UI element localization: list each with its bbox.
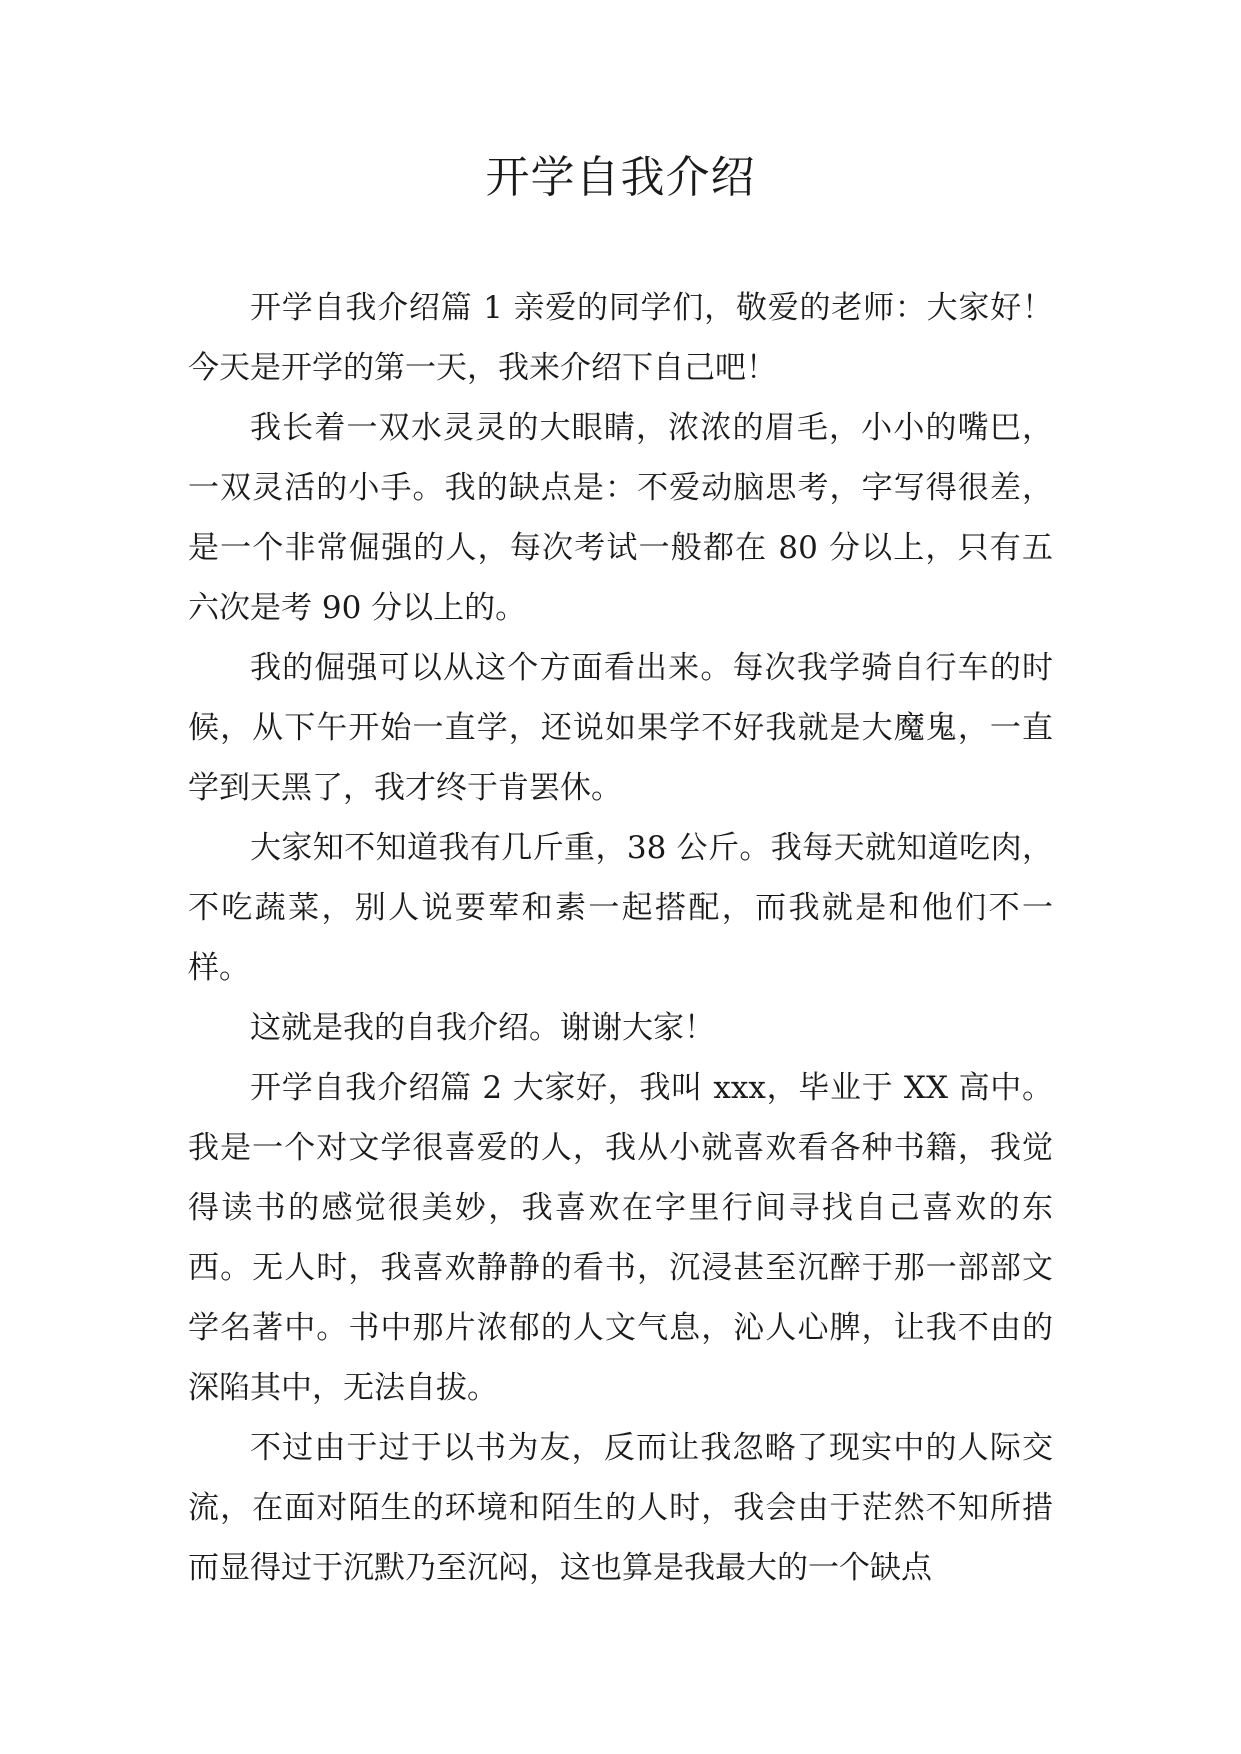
paragraph-7: 不过由于过于以书为友，反而让我忽略了现实中的人际交流，在面对陌生的环境和陌生的人时，我会由于茫然不知所措而显得过于沉默乃至沉闷，这也算是我最大的一个缺点 bbox=[188, 1430, 1053, 1586]
paragraph-6: 开学自我介绍篇 2 大家好，我叫 xxx，毕业于 XX 高中。我是一个对文学很喜爱的人，我从小就喜欢看各种书籍，我觉得读书的感觉很美妙，我喜欢在字里行间寻找自己喜欢的东西。无人时，我喜欢静静的看书，沉浸甚至沉醉于那一部部文学名著中。书中那片浓郁的人文气息，沁人心脾，让我不由的深陷其中，无法自拔。 bbox=[188, 1070, 1053, 1406]
paragraph-2: 我长着一双水灵灵的大眼睛，浓浓的眉毛，小小的嘴巴，一双灵活的小手。我的缺点是：不爱动脑思考，字写得很差，是一个非常倔强的人，每次考试一般都在 80 分以上，只有五六次是考 90 分以上的。 bbox=[188, 410, 1053, 626]
document-body bbox=[188, 278, 1053, 1598]
paragraph-3: 我的倔强可以从这个方面看出来。每次我学骑自行车的时候，从下午开始一直学，还说如果学不好我就是大魔鬼，一直学到天黑了，我才终于肯罢休。 bbox=[188, 650, 1053, 806]
paragraph-1: 开学自我介绍篇 1 亲爱的同学们，敬爱的老师：大家好！今天是开学的第一天，我来介绍下自己吧！ bbox=[188, 290, 1053, 386]
paragraph-5: 这就是我的自我介绍。谢谢大家！ bbox=[250, 1010, 715, 1046]
paragraph-4: 大家知不知道我有几斤重，38 公斤。我每天就知道吃肉，不吃蔬菜，别人说要荤和素一起搭配，而我就是和他们不一样。 bbox=[188, 830, 1053, 986]
document-title: 开学自我介绍 bbox=[485, 152, 756, 203]
